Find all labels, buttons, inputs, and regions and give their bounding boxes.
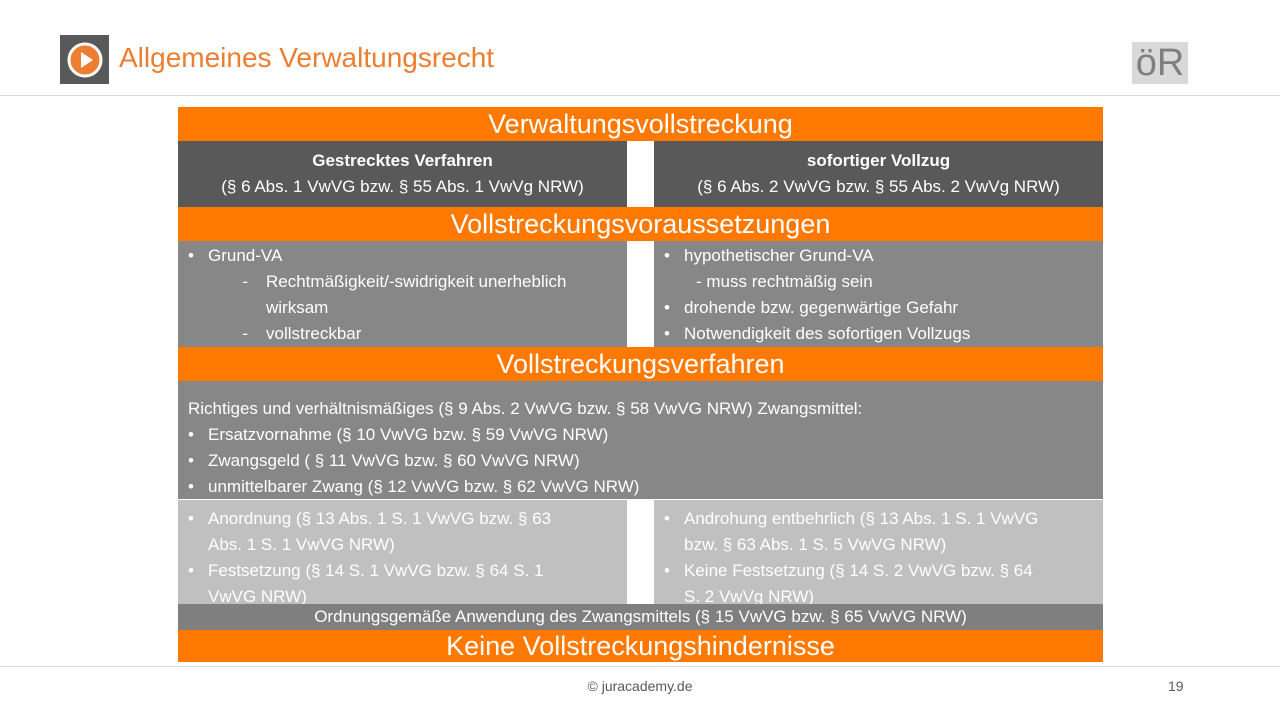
list-item: • Grund-VA <box>188 246 283 265</box>
list-item: • unmittelbarer Zwang (§ 12 VwVG bzw. § 62 VwVG NRW) <box>188 477 640 496</box>
sofortiger-schritte-box <box>654 500 1103 604</box>
heading-vollstreckungshindernisse: Keine Vollstreckungshindernisse <box>178 630 1103 662</box>
footer-copyright: © juracademy.de <box>587 678 693 694</box>
voraussetzungen-left <box>178 241 627 347</box>
page-number: 19 <box>1168 678 1184 694</box>
logo <box>60 35 109 84</box>
list-item-continued: bzw. § 63 Abs. 1 S. 5 VwVG NRW) <box>684 535 947 554</box>
gestrecktes-verfahren-ref: (§ 6 Abs. 1 VwVG bzw. § 55 Abs. 1 VwVg NRW) <box>221 177 584 196</box>
list-item: • drohende bzw. gegenwärtige Gefahr <box>664 298 959 317</box>
zwangsmittel-box <box>178 381 1103 499</box>
section-badge: öR <box>1132 42 1188 84</box>
list-subitem: - muss rechtmäßig sein <box>696 272 873 291</box>
list-subitem: - Rechtmäßigkeit/-swidrigkeit unerheblich <box>242 272 567 291</box>
list-item: • Ersatzvornahme (§ 10 VwVG bzw. § 59 VwVG NRW) <box>188 425 609 444</box>
heading-verwaltungsvollstreckung: Verwaltungsvollstreckung <box>178 107 1103 141</box>
gestrecktes-verfahren-box <box>178 141 627 207</box>
zwangsmittel-intro: Richtiges und verhältnismäßiges (§ 9 Abs. 2 VwVG bzw. § 58 VwVG NRW) Zwangsmittel: <box>188 399 863 418</box>
list-item: • Zwangsgeld ( § 11 VwVG bzw. § 60 VwVG NRW) <box>188 451 580 470</box>
heading-vollstreckungsverfahren: Vollstreckungsverfahren <box>178 347 1103 381</box>
list-item-continued: S. 2 VwVg NRW) <box>684 587 815 604</box>
footer-divider <box>0 666 1280 667</box>
list-item: • Androhung entbehrlich (§ 13 Abs. 1 S. 1 VwVG <box>664 509 1039 528</box>
gestrecktes-verfahren-title: Gestrecktes Verfahren <box>312 151 493 170</box>
header-divider <box>0 95 1280 96</box>
list-item: • Keine Festsetzung (§ 14 S. 2 VwVG bzw. § 64 <box>664 561 1033 580</box>
page-title: Allgemeines Verwaltungsrecht <box>119 42 495 73</box>
anwendung-strip: Ordnungsgemäße Anwendung des Zwangsmittels (§ 15 VwVG bzw. § 65 VwVG NRW) <box>178 604 1103 630</box>
list-item-continued: Abs. 1 S. 1 VwVG NRW) <box>208 535 395 554</box>
voraussetzungen-right <box>654 241 1103 347</box>
list-item: • hypothetischer Grund-VA <box>664 246 874 265</box>
sofortiger-vollzug-ref: (§ 6 Abs. 2 VwVG bzw. § 55 Abs. 2 VwVg NRW) <box>697 177 1060 196</box>
list-item-continued: VwVG NRW) <box>208 587 307 604</box>
list-subitem-continued: wirksam <box>266 298 329 317</box>
sofortiger-vollzug-title: sofortiger Vollzug <box>806 151 951 170</box>
list-subitem: - vollstreckbar <box>242 324 362 343</box>
sofortiger-vollzug-box <box>654 141 1103 207</box>
list-item: • Anordnung (§ 13 Abs. 1 S. 1 VwVG bzw. § 63 <box>188 509 552 528</box>
list-item: • Festsetzung (§ 14 S. 1 VwVG bzw. § 64 S. 1 <box>188 561 544 580</box>
heading-vollstreckungsvoraussetzungen: Vollstreckungsvoraussetzungen <box>178 207 1103 241</box>
list-item: • Notwendigkeit des sofortigen Vollzugs <box>664 324 971 343</box>
play-circle-icon <box>65 40 105 80</box>
gestrecktes-schritte-box <box>178 500 627 604</box>
